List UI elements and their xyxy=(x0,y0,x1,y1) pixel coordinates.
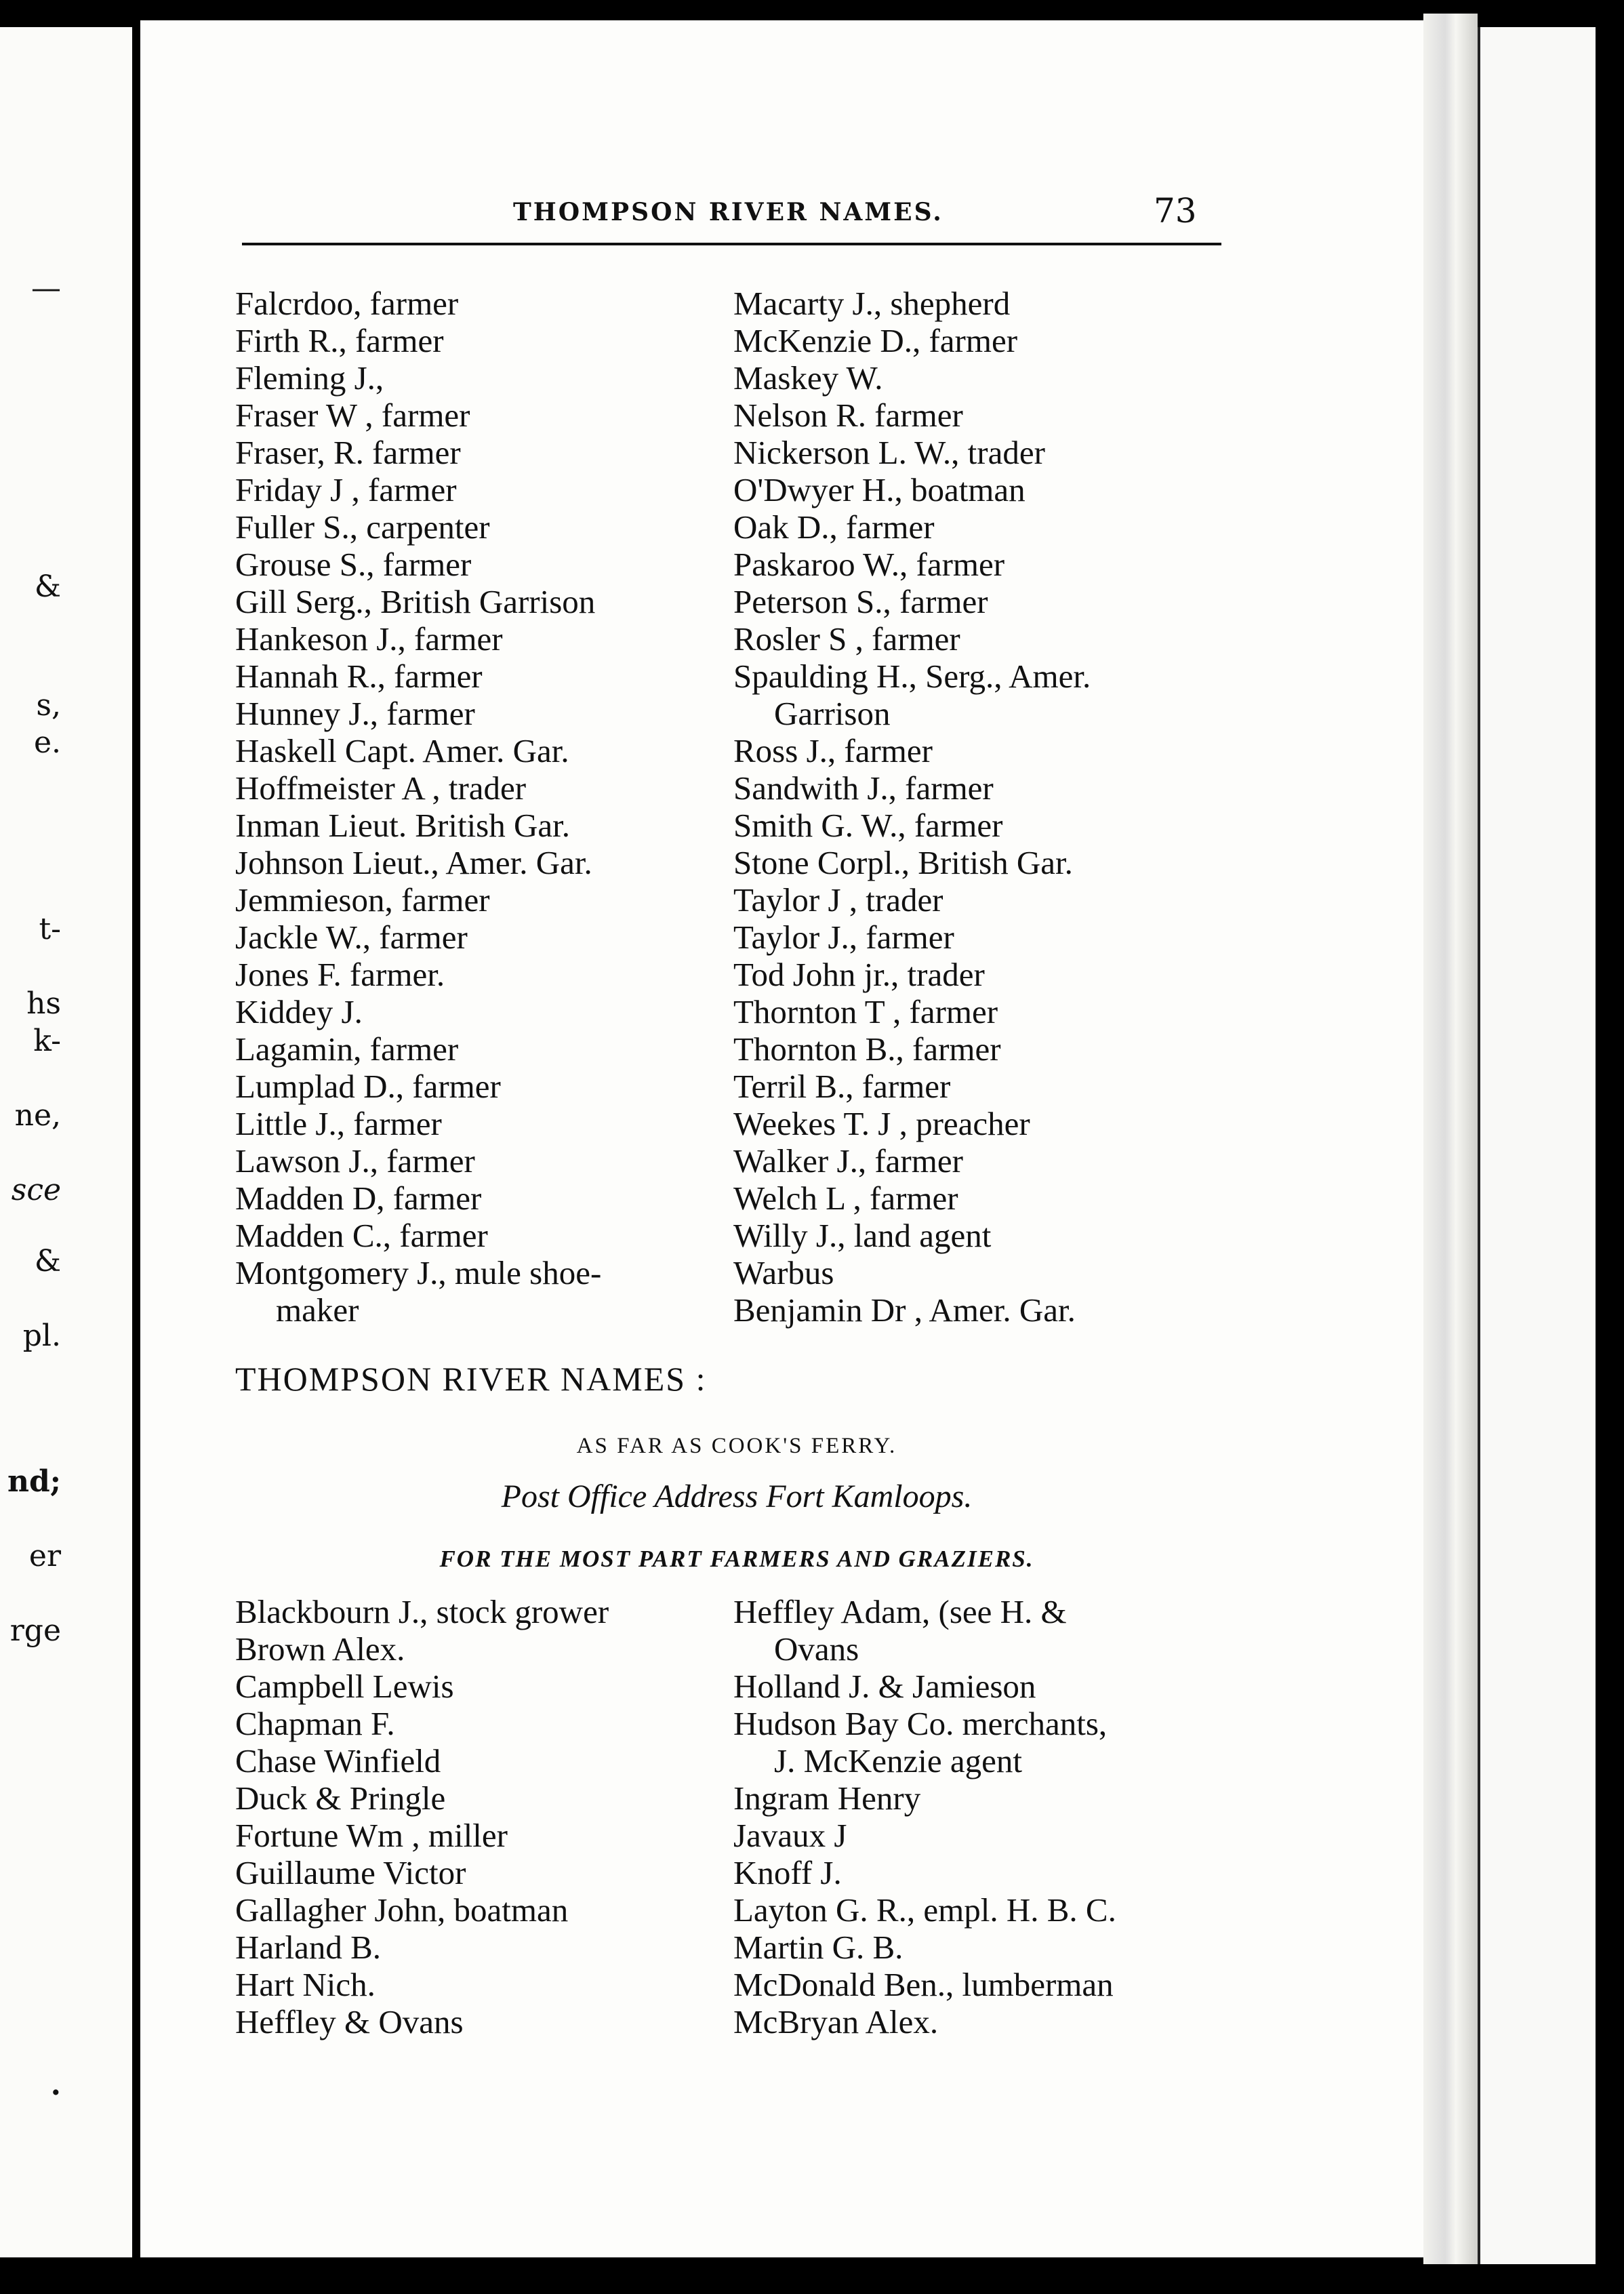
directory-entry: Javaux J xyxy=(733,1817,847,1854)
margin-fragment: . xyxy=(50,2068,61,2102)
list1-right-column xyxy=(733,285,1235,1329)
directory-entry-continuation: Garrison xyxy=(774,695,891,732)
book-spine xyxy=(132,20,140,2257)
margin-fragment: t- xyxy=(39,912,61,946)
directory-entry: Lawson J., farmer xyxy=(235,1142,475,1180)
directory-entry: Friday J , farmer xyxy=(235,471,457,508)
list2-right-column xyxy=(733,1593,1235,2040)
directory-entry: Benjamin Dr , Amer. Gar. xyxy=(733,1291,1076,1329)
header-rule xyxy=(242,243,1221,245)
directory-entry: Thornton B., farmer xyxy=(733,1030,1001,1068)
directory-entry: Fleming J., xyxy=(235,359,384,397)
directory-entry: McKenzie D., farmer xyxy=(733,322,1018,359)
occupation-note: FOR THE MOST PART FARMERS AND GRAZIERS. xyxy=(439,1546,1034,1572)
directory-entry: Peterson S., farmer xyxy=(733,583,988,620)
directory-entry: Chapman F. xyxy=(235,1705,395,1742)
margin-fragment: hs xyxy=(26,986,61,1021)
margin-fragment: k- xyxy=(33,1024,61,1058)
directory-entry: Tod John jr., trader xyxy=(733,956,985,993)
directory-entry: Walker J., farmer xyxy=(733,1142,963,1180)
margin-fragment: — xyxy=(31,271,61,306)
directory-entry: Gallagher John, boatman xyxy=(235,1891,569,1929)
margin-fragment: rge xyxy=(9,1613,61,1648)
running-title: THOMPSON RIVER NAMES. xyxy=(513,198,943,226)
directory-entry: Montgomery J., mule shoe- xyxy=(235,1254,602,1291)
directory-entry: Guillaume Victor xyxy=(235,1854,466,1891)
directory-entry-continuation: maker xyxy=(276,1291,359,1329)
directory-entry: Johnson Lieut., Amer. Gar. xyxy=(235,844,592,881)
page-edge xyxy=(1423,14,1478,2264)
directory-entry: Hart Nich. xyxy=(235,1966,375,2003)
directory-entry: Welch L , farmer xyxy=(733,1180,958,1217)
directory-entry: Nickerson L. W., trader xyxy=(733,434,1045,471)
book-page xyxy=(140,20,1448,2257)
directory-entry: Maskey W. xyxy=(733,359,883,397)
directory-entry: Jackle W., farmer xyxy=(235,919,468,956)
directory-entry: Smith G. W., farmer xyxy=(733,807,1003,844)
list1-left-column xyxy=(235,285,737,1329)
post-office-address: Post Office Address Fort Kamloops. xyxy=(501,1478,973,1514)
directory-entry: Gill Serg., British Garrison xyxy=(235,583,596,620)
margin-fragment: sce xyxy=(11,1173,61,1207)
directory-entry: McDonald Ben., lumberman xyxy=(733,1966,1114,2003)
directory-entry-continuation: J. McKenzie agent xyxy=(774,1742,1022,1779)
margin-fragment: ne, xyxy=(14,1098,61,1133)
margin-fragment: & xyxy=(34,569,61,604)
directory-entry: Heffley Adam, (see H. & xyxy=(733,1593,1067,1630)
list2-left-column xyxy=(235,1593,737,2040)
directory-entry: Ross J., farmer xyxy=(733,732,933,769)
directory-entry: Harland B. xyxy=(235,1929,381,1966)
directory-entry: Fraser W , farmer xyxy=(235,397,470,434)
directory-entry: Jones F. farmer. xyxy=(235,956,445,993)
directory-entry: Knoff J. xyxy=(733,1854,842,1891)
directory-entry: Madden D, farmer xyxy=(235,1180,482,1217)
directory-entry: Spaulding H., Serg., Amer. xyxy=(733,658,1091,695)
margin-fragment: s, xyxy=(36,688,61,723)
directory-entry: Firth R., farmer xyxy=(235,322,444,359)
directory-entry: Falcrdoo, farmer xyxy=(235,285,459,322)
directory-entry: Holland J. & Jamieson xyxy=(733,1668,1036,1705)
directory-entry: Little J., farmer xyxy=(235,1105,442,1142)
directory-entry: O'Dwyer H., boatman xyxy=(733,471,1026,508)
directory-entry: Jemmieson, farmer xyxy=(235,881,490,919)
directory-entry: Heffley & Ovans xyxy=(235,2003,464,2040)
directory-entry: Thornton T , farmer xyxy=(733,993,998,1030)
section-title: THOMPSON RIVER NAMES : xyxy=(235,1360,707,1398)
directory-entry: Madden C., farmer xyxy=(235,1217,488,1254)
directory-entry: Inman Lieut. British Gar. xyxy=(235,807,570,844)
directory-entry: Willy J., land agent xyxy=(733,1217,992,1254)
section-subtitle: AS FAR AS COOK'S FERRY. xyxy=(576,1434,897,1458)
directory-entry: Grouse S., farmer xyxy=(235,546,472,583)
directory-entry: Fraser, R. farmer xyxy=(235,434,461,471)
directory-entry: Nelson R. farmer xyxy=(733,397,963,434)
directory-entry: Hudson Bay Co. merchants, xyxy=(733,1705,1108,1742)
margin-fragment: & xyxy=(34,1244,61,1279)
directory-entry: Weekes T. J , preacher xyxy=(733,1105,1030,1142)
directory-entry: Martin G. B. xyxy=(733,1929,904,1966)
directory-entry-continuation: Ovans xyxy=(774,1630,859,1668)
directory-entry: Oak D., farmer xyxy=(733,508,935,546)
directory-entry: Haskell Capt. Amer. Gar. xyxy=(235,732,569,769)
directory-entry: Sandwith J., farmer xyxy=(733,769,994,807)
directory-entry: Hoffmeister A , trader xyxy=(235,769,527,807)
directory-entry: Lagamin, farmer xyxy=(235,1030,459,1068)
facing-page-edge xyxy=(0,27,132,2257)
directory-entry: Lumplad D., farmer xyxy=(235,1068,501,1105)
directory-entry: Fortune Wm , miller xyxy=(235,1817,508,1854)
margin-fragment: er xyxy=(28,1539,61,1573)
page-number: 73 xyxy=(1154,191,1197,230)
margin-fragment: e. xyxy=(33,725,61,760)
directory-entry: Hunney J., farmer xyxy=(235,695,475,732)
directory-entry: Campbell Lewis xyxy=(235,1668,454,1705)
margin-fragment: nd; xyxy=(7,1464,61,1499)
directory-entry: Taylor J., farmer xyxy=(733,919,954,956)
page-edge xyxy=(1478,27,1596,2264)
directory-entry: Blackbourn J., stock grower xyxy=(235,1593,609,1630)
directory-entry: Hannah R., farmer xyxy=(235,658,483,695)
directory-entry: Ingram Henry xyxy=(733,1779,921,1817)
directory-entry: Terril B., farmer xyxy=(733,1068,951,1105)
directory-entry: Warbus xyxy=(733,1254,834,1291)
directory-entry: Paskaroo W., farmer xyxy=(733,546,1005,583)
directory-entry: Layton G. R., empl. H. B. C. xyxy=(733,1891,1116,1929)
directory-entry: Brown Alex. xyxy=(235,1630,405,1668)
directory-entry: Macarty J., shepherd xyxy=(733,285,1011,322)
directory-entry: Fuller S., carpenter xyxy=(235,508,490,546)
directory-entry: Chase Winfield xyxy=(235,1742,441,1779)
directory-entry: Kiddey J. xyxy=(235,993,363,1030)
directory-entry: McBryan Alex. xyxy=(733,2003,939,2040)
directory-entry: Duck & Pringle xyxy=(235,1779,446,1817)
directory-entry: Taylor J , trader xyxy=(733,881,943,919)
margin-fragment: pl. xyxy=(22,1319,61,1353)
directory-entry: Hankeson J., farmer xyxy=(235,620,503,658)
directory-entry: Stone Corpl., British Gar. xyxy=(733,844,1073,881)
directory-entry: Rosler S , farmer xyxy=(733,620,960,658)
